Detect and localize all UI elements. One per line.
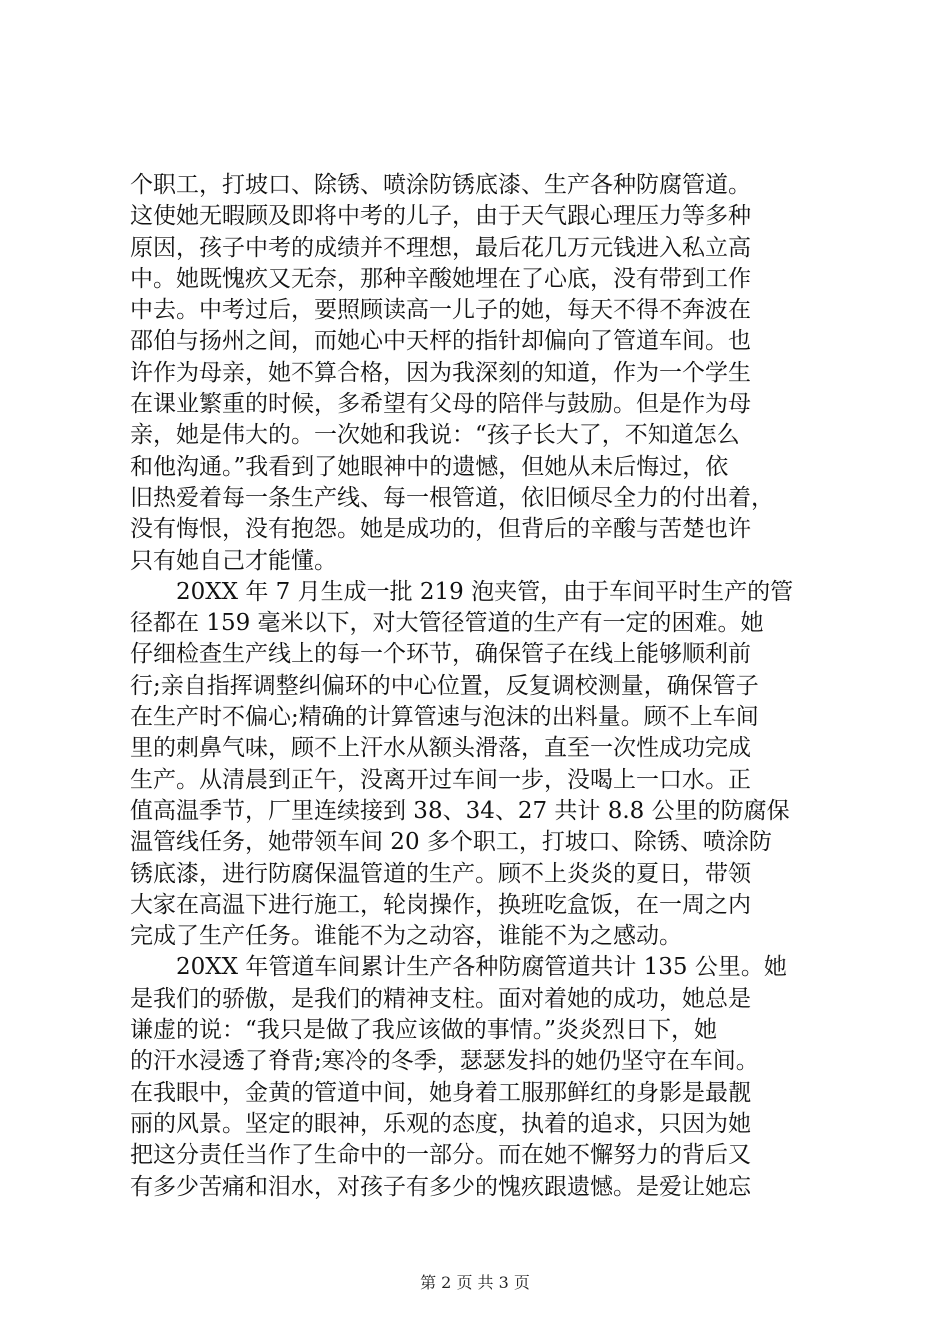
text-line: 丽的风景。坚定的眼神，乐观的态度，执着的追求，只因为她 <box>130 1110 751 1137</box>
text-line: 仔细检查生产线上的每一个环节，确保管子在线上能够顺利前 <box>130 641 751 668</box>
body-text <box>130 170 830 1203</box>
text-line: 邵伯与扬州之间，而她心中天枰的指针却偏向了管道车间。也 <box>130 328 751 355</box>
text-line: 把这分责任当作了生命中的一部分。而在她不懈努力的背后又 <box>130 1142 751 1169</box>
text-line: 径都在 159 毫米以下，对大管径管道的生产有一定的困难。她 <box>130 610 764 637</box>
text-line: 里的刺鼻气味，顾不上汗水从额头滑落，直至一次性成功完成 <box>130 735 751 762</box>
text-line: 在生产时不偏心;精确的计算管速与泡沫的出料量。顾不上车间 <box>130 704 759 731</box>
text-line: 这使她无暇顾及即将中考的儿子，由于天气跟心理压力等多种 <box>130 203 751 230</box>
text-line: 大家在高温下进行施工，轮岗操作，换班吃盒饭，在一周之内 <box>130 891 751 918</box>
text-line: 20XX 年 7 月生成一批 219 泡夹管，由于车间平时生产的管 <box>130 578 794 605</box>
text-line: 行;亲自指挥调整纠偏环的中心位置，反复调校测量，确保管子 <box>130 672 759 699</box>
text-line: 谦虚的说：“我只是做了我应该做的事情。”炎炎烈日下，她 <box>130 1017 718 1044</box>
text-line: 有多少苦痛和泪水，对孩子有多少的愧疚跟遗憾。是爱让她忘 <box>130 1173 751 1200</box>
text-line: 完成了生产任务。谁能不为之动容，谁能不为之感动。 <box>130 923 682 950</box>
page-footer: 第 2 页 共 3 页 <box>420 1273 530 1292</box>
text-line: 在我眼中，金黄的管道中间，她身着工服那鲜红的身影是最靓 <box>130 1079 751 1106</box>
text-line: 在课业繁重的时候，多希望有父母的陪伴与鼓励。但是作为母 <box>130 391 751 418</box>
text-line: 中去。中考过后，要照顾读高一儿子的她，每天不得不奔波在 <box>130 297 751 324</box>
text-line: 没有悔恨，没有抱怨。她是成功的，但背后的辛酸与苦楚也许 <box>130 516 751 543</box>
text-line: 中。她既愧疚又无奈，那种辛酸她埋在了心底，没有带到工作 <box>130 265 751 292</box>
text-line: 旧热爱着每一条生产线、每一根管道，依旧倾尽全力的付出着， <box>130 484 774 511</box>
text-line: 的汗水浸透了脊背;寒冷的冬季，瑟瑟发抖的她仍坚守在车间。 <box>130 1048 759 1075</box>
text-line: 值高温季节，厂里连续接到 38、34、27 共计 8.8 公里的防腐保 <box>130 797 790 824</box>
text-line: 是我们的骄傲，是我们的精神支柱。面对着她的成功，她总是 <box>130 985 751 1012</box>
text-line: 原因，孩子中考的成绩并不理想，最后花几万元钱进入私立高 <box>130 234 751 261</box>
text-line: 许作为母亲，她不算合格，因为我深刻的知道，作为一个学生 <box>130 359 751 386</box>
text-line: 亲，她是伟大的。一次她和我说：“孩子长大了，不知道怎么 <box>130 422 740 449</box>
text-line: 温管线任务，她带领车间 20 多个职工，打坡口、除锈、喷涂防 <box>130 829 772 856</box>
text-line: 只有她自己才能懂。 <box>130 547 337 574</box>
text-line: 和他沟通。”我看到了她眼神中的遗憾，但她从未后悔过，依 <box>130 453 729 480</box>
text-line: 生产。从清晨到正午，没离开过车间一步，没喝上一口水。正 <box>130 766 751 793</box>
text-line: 20XX 年管道车间累计生产各种防腐管道共计 135 公里。她 <box>130 954 787 981</box>
text-line: 个职工，打坡口、除锈、喷涂防锈底漆、生产各种防腐管道。 <box>130 172 751 198</box>
text-line: 锈底漆，进行防腐保温管道的生产。顾不上炎炎的夏日，带领 <box>130 860 751 887</box>
